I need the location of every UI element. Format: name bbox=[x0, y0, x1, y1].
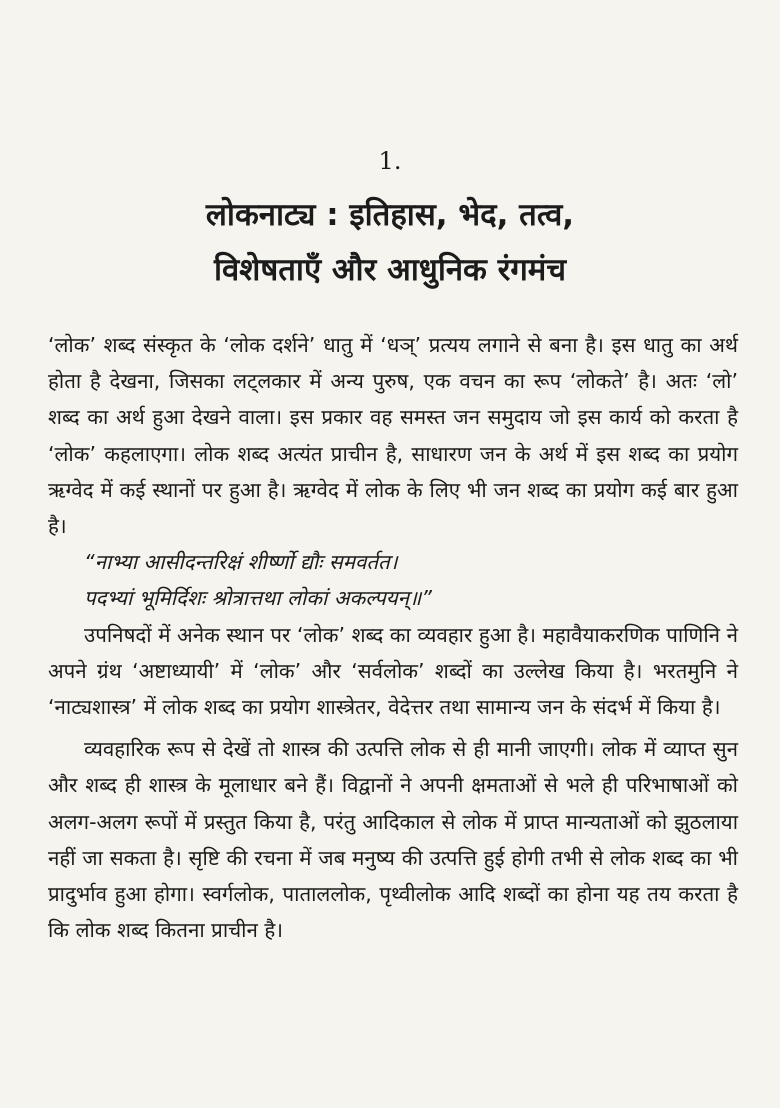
chapter-body bbox=[48, 327, 738, 948]
chapter-title-line-1: लोकनाट्य : इतिहास, भेद, तत्व, bbox=[205, 197, 575, 233]
sanskrit-verse bbox=[48, 544, 738, 616]
chapter-title-line-2: विशेषताएँ और आधुनिक रंगमंच bbox=[213, 252, 567, 288]
chapter-title bbox=[0, 188, 780, 298]
paragraph-2: उपनिषदों में अनेक स्थान पर ‘लोक’ शब्द का व्यवहार हुआ है। महावैयाकरणिक पाणिनि ने अपने ग्रंथ ‘अष्टाध्यायी’ में ‘लोक’ और ‘सर्वलोक’ शब्दों का उल्लेख किया है। भरतमुनि ने ‘नाट्यशास्त्र’ में लोक शब्द का प्रयोग शास्त्रेतर, वेदेत्तर तथा सामान्य जन के संदर्भ में किया है। bbox=[48, 622, 738, 720]
chapter-number: 1. bbox=[378, 147, 402, 175]
verse-line-1: “नाभ्या आसीदन्तरिक्षं शीर्ष्णो द्यौः समवर्तत। bbox=[84, 550, 398, 575]
verse-line-2: पदभ्यां भूमिर्दिशः श्रोत्रात्तथा लोकां अकल्पयन्॥” bbox=[84, 586, 432, 611]
paragraph-3: व्यवहारिक रूप से देखें तो शास्त्र की उत्पत्ति लोक से ही मानी जाएगी। लोक में व्याप्त सुन और शब्द ही शास्त्र के मूलाधार बने हैं। विद्वानों ने अपनी क्षमताओं से भले ही परिभाषाओं को अलग-अलग रूपों में प्रस्तुत किया है, परंतु आदिकाल से लोक में प्राप्त मान्यताओं को झुठलाया नहीं जा सकता है। सृष्टि की रचना में जब मनुष्य की उत्पत्ति हुई होगी तभी से लोक शब्द का भी प्रादुर्भाव हुआ होगा। स्वर्गलोक, पाताललोक, पृथ्वीलोक आदि शब्दों का होना यह तय करता है कि लोक शब्द कितना प्राचीन है। bbox=[48, 737, 738, 943]
paragraph-1: ‘लोक’ शब्द संस्कृत के ‘लोक दर्शने’ धातु में ‘धञ्’ प्रत्यय लगाने से बना है। इस धातु का अर्थ होता है देखना, जिसका लट्लकार में अन्य पुरुष, एक वचन का रूप ‘लोकते’ है। अतः ‘लो’ शब्द का अर्थ हुआ देखने वाला। इस प्रकार वह समस्त जन समुदाय जो इस कार्य को करता है ‘लोक’ कहलाएगा। लोक शब्द अत्यंत प्राचीन है, साधारण जन के अर्थ में इस शब्द का प्रयोग ऋग्वेद में कई स्थानों पर हुआ है। ऋग्वेद में लोक के लिए भी जन शब्द का प्रयोग कई बार हुआ है। bbox=[48, 333, 738, 539]
